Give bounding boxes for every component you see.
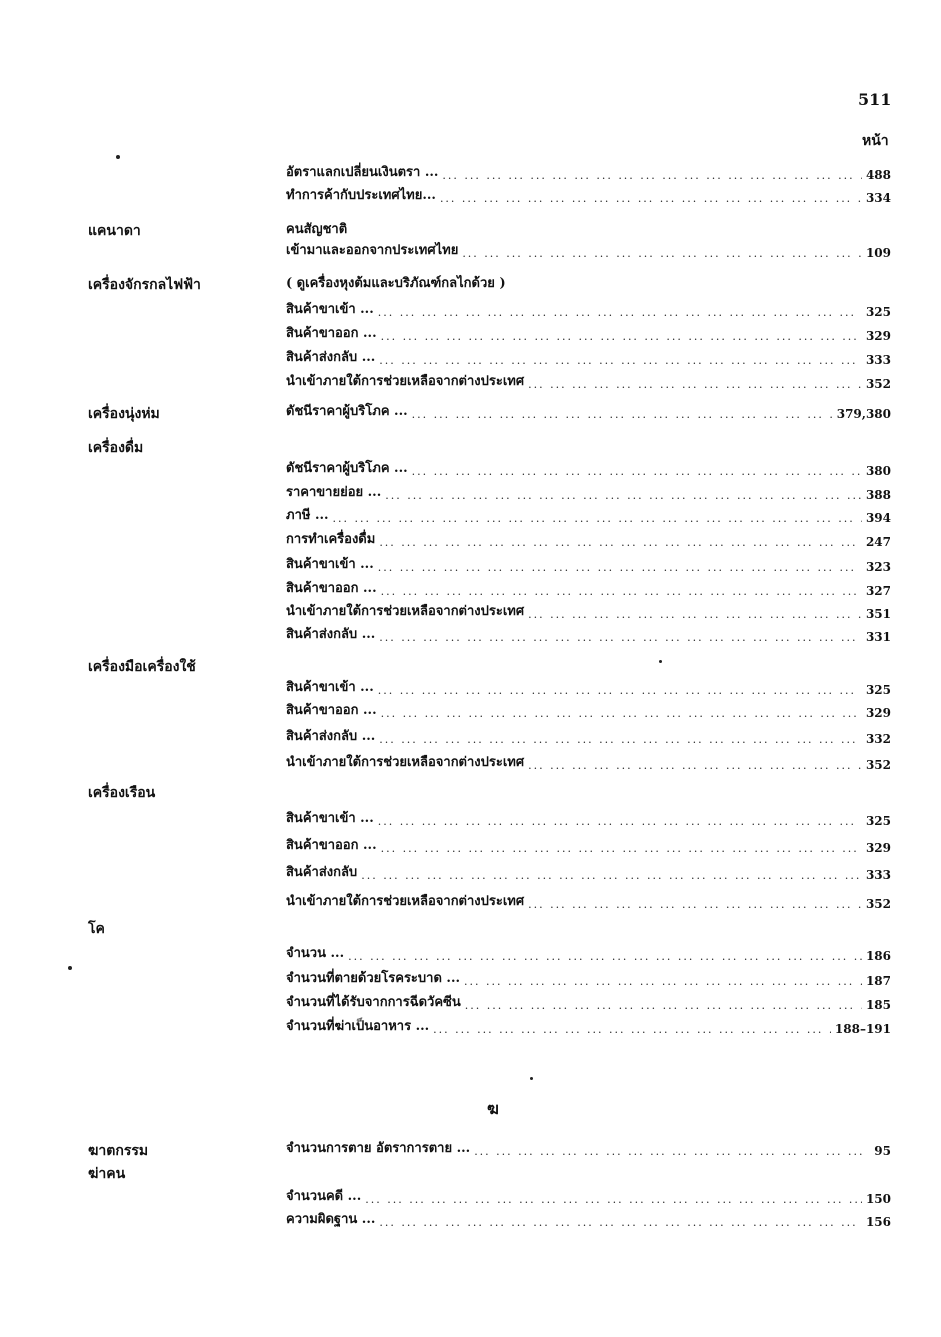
entry-label: จำนวนการตาย อัตราการตาย ... xyxy=(286,1141,471,1156)
entry-label: ดัชนีราคาผู้บริโภค ... xyxy=(286,461,408,476)
scan-speck xyxy=(116,155,120,159)
index-topic: เครื่องจักรกลไฟฟ้า xyxy=(88,277,201,293)
index-entry xyxy=(286,1138,891,1158)
dot-leader xyxy=(378,561,862,574)
dot-leader xyxy=(348,950,862,963)
entry-page: 187 xyxy=(865,974,891,988)
entry-page: 95 xyxy=(874,1144,891,1158)
entry-label: สินค้าขาเข้า ... xyxy=(286,811,374,826)
entry-label: สินค้าขาเข้า ... xyxy=(286,557,374,572)
dot-leader xyxy=(433,1023,831,1036)
index-entry xyxy=(286,162,891,182)
entry-label: นำเข้าภายใต้การช่วยเหลือจากต่างประเทศ xyxy=(286,755,525,770)
index-entry xyxy=(286,677,891,697)
entry-label: นำเข้าภายใต้การช่วยเหลือจากต่างประเทศ xyxy=(286,374,525,389)
page-column-header: หน้า xyxy=(862,133,889,149)
dot-leader xyxy=(465,999,862,1012)
entry-page: 186 xyxy=(865,949,891,963)
dot-leader xyxy=(528,608,862,621)
subtopic-heading: คนสัญชาติ xyxy=(286,222,348,237)
index-entry xyxy=(286,482,891,502)
index-entry xyxy=(286,624,891,644)
entry-label: เข้ามาและออกจากประเทศไทย xyxy=(286,243,459,258)
index-entry xyxy=(286,185,891,205)
entry-label: สินค้าส่งกลับ ... xyxy=(286,729,376,744)
index-entry xyxy=(286,323,891,343)
dot-leader xyxy=(381,585,862,598)
entry-page: 325 xyxy=(865,305,891,319)
entry-label: นำเข้าภายใต้การช่วยเหลือจากต่างประเทศ xyxy=(286,894,525,909)
index-entry xyxy=(286,752,891,772)
dot-leader xyxy=(412,465,862,478)
entry-label: ภาษี ... xyxy=(286,508,329,523)
section-letter: ฆ xyxy=(487,1099,499,1118)
entry-page: 329 xyxy=(865,706,891,720)
index-topic: ฆ่าคน xyxy=(88,1166,126,1182)
index-entry xyxy=(286,578,891,598)
dot-leader xyxy=(379,631,862,644)
entry-page: 388 xyxy=(865,488,891,502)
entry-label: สินค้าขาออก ... xyxy=(286,703,377,718)
entry-page: 352 xyxy=(865,758,891,772)
index-topic: เครื่องเรือน xyxy=(88,785,156,801)
entry-page: 351 xyxy=(865,607,891,621)
entry-page: 488 xyxy=(865,168,891,182)
index-entry xyxy=(286,891,891,911)
entry-label: สินค้าส่งกลับ xyxy=(286,865,358,880)
entry-label: สินค้าขาออก ... xyxy=(286,326,377,341)
dot-leader xyxy=(379,536,862,549)
entry-page: 333 xyxy=(865,353,891,367)
entry-label: สินค้าส่งกลับ ... xyxy=(286,627,376,642)
entry-label: จำนวน ... xyxy=(286,946,345,961)
dot-leader xyxy=(474,1145,870,1158)
entry-page: 352 xyxy=(865,377,891,391)
dot-leader xyxy=(381,842,862,855)
dot-leader xyxy=(528,378,862,391)
entry-page: 329 xyxy=(865,329,891,343)
index-entry xyxy=(286,347,891,367)
entry-page: 150 xyxy=(865,1192,891,1206)
index-topic: โค xyxy=(88,921,105,937)
index-entry xyxy=(286,1209,891,1229)
entry-page: 333 xyxy=(865,868,891,882)
index-entry xyxy=(286,505,891,525)
dot-leader xyxy=(361,869,862,882)
index-entry xyxy=(286,371,891,391)
entry-label: สินค้าส่งกลับ ... xyxy=(286,350,376,365)
dot-leader xyxy=(442,169,862,182)
dot-leader xyxy=(528,759,862,772)
entry-label: นำเข้าภายใต้การช่วยเหลือจากต่างประเทศ xyxy=(286,604,525,619)
index-entry xyxy=(286,1186,891,1206)
entry-label: สินค้าขาเข้า ... xyxy=(286,680,374,695)
cross-reference-note: ( ดูเครื่องหุงต้มและบริภัณฑ์กลไกด้วย ) xyxy=(286,276,506,291)
entry-page: 185 xyxy=(865,998,891,1012)
index-entry xyxy=(286,943,891,963)
entry-label: จำนวนที่ตายด้วยโรคระบาด ... xyxy=(286,971,461,986)
entry-page: 109 xyxy=(865,246,891,260)
entry-page: 331 xyxy=(865,630,891,644)
entry-label: สินค้าขาเข้า ... xyxy=(286,302,374,317)
entry-page: 379,380 xyxy=(836,407,891,421)
entry-label: ดัชนีราคาผู้บริโภค ... xyxy=(286,404,408,419)
scan-speck xyxy=(659,660,662,663)
index-entry xyxy=(286,1016,891,1036)
index-entry xyxy=(286,992,891,1012)
index-entry xyxy=(286,862,891,882)
index-topic: เครื่องดื่ม xyxy=(88,440,144,456)
entry-page: 323 xyxy=(865,560,891,574)
index-entry xyxy=(286,554,891,574)
entry-page: 325 xyxy=(865,683,891,697)
index-entry xyxy=(286,835,891,855)
entry-label: สินค้าขาออก ... xyxy=(286,581,377,596)
dot-leader xyxy=(381,707,862,720)
index-topic: เครื่องมือเครื่องใช้ xyxy=(88,659,196,675)
entry-label: สินค้าขาออก ... xyxy=(286,838,377,853)
entry-page: 394 xyxy=(865,511,891,525)
entry-page: 380 xyxy=(865,464,891,478)
entry-page: 325 xyxy=(865,814,891,828)
entry-page: 156 xyxy=(865,1215,891,1229)
entry-label: จำนวนที่ฆ่าเป็นอาหาร ... xyxy=(286,1019,430,1034)
entry-label: ราคาขายย่อย ... xyxy=(286,485,382,500)
dot-leader xyxy=(385,489,862,502)
entry-label: อัตราแลกเปลี่ยนเงินตรา ... xyxy=(286,165,439,180)
scan-speck xyxy=(530,1077,533,1080)
index-topic: ฆาตกรรม xyxy=(88,1143,149,1159)
dot-leader xyxy=(464,975,862,988)
entry-label: จำนวนที่ได้รับจากการฉีดวัคซีน xyxy=(286,995,461,1010)
index-entry xyxy=(286,458,891,478)
index-entry xyxy=(286,529,891,549)
entry-page: 334 xyxy=(865,191,891,205)
entry-label: การทำเครื่องดื่ม xyxy=(286,532,376,547)
dot-leader xyxy=(528,898,862,911)
index-entry xyxy=(286,808,891,828)
entry-label: จำนวนคดี ... xyxy=(286,1189,362,1204)
entry-page: 332 xyxy=(865,732,891,746)
dot-leader xyxy=(378,306,862,319)
index-entry xyxy=(286,240,891,260)
dot-leader xyxy=(378,815,862,828)
dot-leader xyxy=(462,247,862,260)
dot-leader xyxy=(365,1193,862,1206)
dot-leader xyxy=(378,684,862,697)
dot-leader xyxy=(412,408,833,421)
entry-label: ทำการค้ากับประเทศไทย... xyxy=(286,188,436,203)
entry-page: 188–191 xyxy=(834,1022,891,1036)
entry-page: 352 xyxy=(865,897,891,911)
dot-leader xyxy=(379,1216,862,1229)
entry-page: 329 xyxy=(865,841,891,855)
index-topic: เครื่องนุ่งห่ม xyxy=(88,406,160,422)
dot-leader xyxy=(381,330,862,343)
dot-leader xyxy=(379,733,862,746)
index-entry xyxy=(286,968,891,988)
scan-speck xyxy=(68,966,72,970)
dot-leader xyxy=(333,512,862,525)
entry-label: ความผิดฐาน ... xyxy=(286,1212,376,1227)
index-entry xyxy=(286,726,891,746)
index-entry xyxy=(286,299,891,319)
page-number: 511 xyxy=(858,90,892,109)
dot-leader xyxy=(379,354,862,367)
entry-page: 247 xyxy=(865,535,891,549)
dot-leader xyxy=(440,192,862,205)
entry-page: 327 xyxy=(865,584,891,598)
index-entry xyxy=(286,601,891,621)
index-entry xyxy=(286,700,891,720)
index-entry xyxy=(286,401,891,421)
index-topic: แคนาดา xyxy=(88,223,141,239)
